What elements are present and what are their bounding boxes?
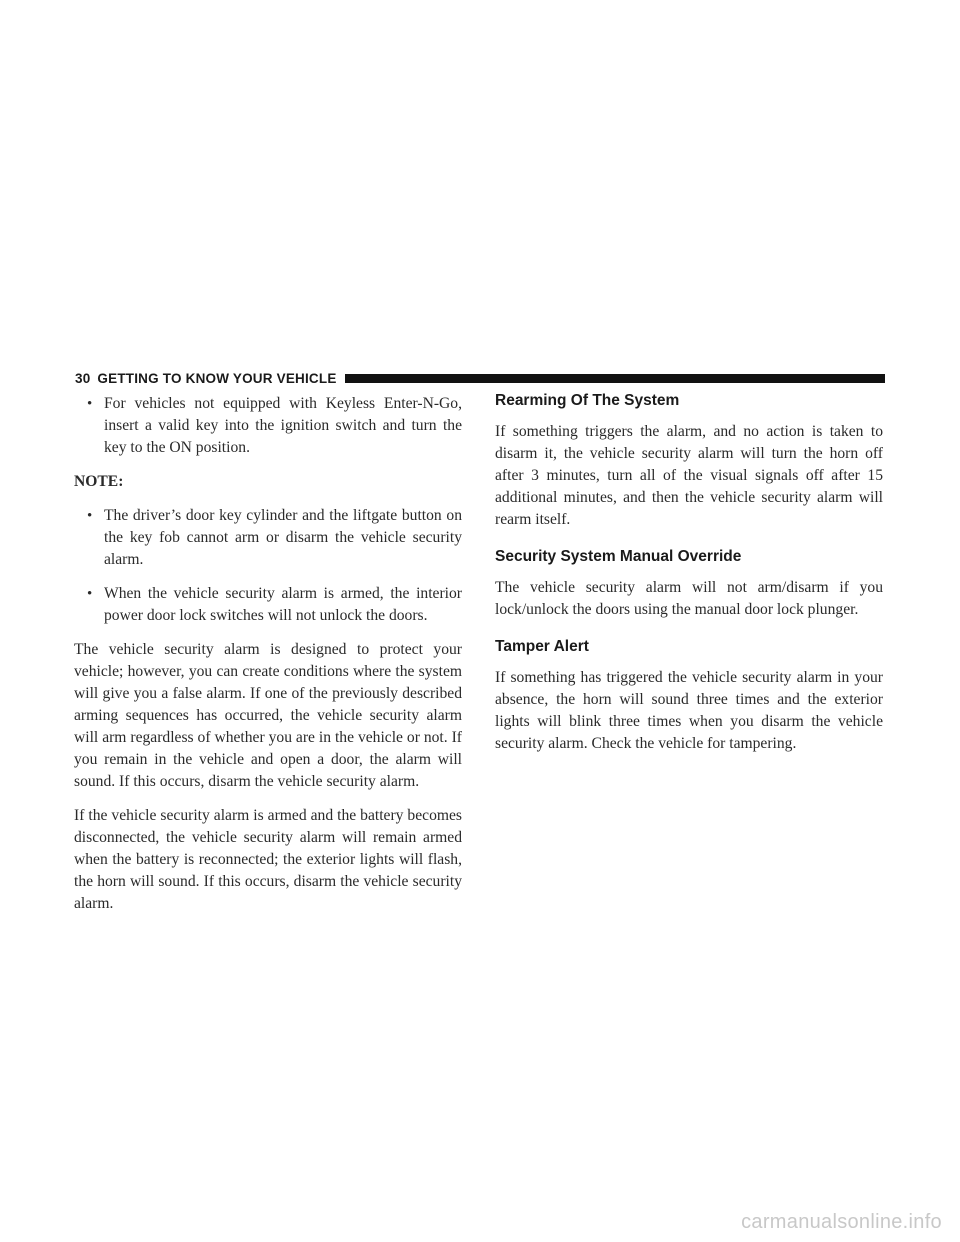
note-bullet-item bbox=[74, 583, 462, 627]
note-label: NOTE: bbox=[74, 473, 124, 490]
bullet-dot-icon: • bbox=[87, 396, 93, 412]
section-body-tamper-alert: If something has triggered the vehicle security alarm in your absence, the horn will sound three times and the exterior lights will blink three times when you disarm the vehicle security alarm. Check the vehicle for tampering. bbox=[495, 669, 883, 752]
right-column bbox=[495, 393, 883, 767]
section-body-manual-override: The vehicle security alarm will not arm/disarm if you lock/unlock the doors using the manual door lock plunger. bbox=[495, 579, 883, 618]
left-column bbox=[74, 393, 462, 927]
header-rule bbox=[345, 374, 885, 383]
section-heading-rearming: Rearming Of The System bbox=[495, 392, 680, 409]
bullet-item bbox=[74, 393, 462, 459]
watermark: carmanualsonline.info bbox=[741, 1211, 942, 1233]
note-bullet-text: When the vehicle security alarm is armed, the interior power door lock switches will not unlock the doors. bbox=[104, 585, 462, 624]
bullet-text: For vehicles not equipped with Keyless Enter-N-Go, insert a valid key into the ignition switch and turn the key to the ON position. bbox=[104, 395, 462, 456]
note-bullet-item bbox=[74, 505, 462, 571]
body-paragraph: If the vehicle security alarm is armed and the battery becomes disconnected, the vehicle security alarm will remain armed when the battery is reconnected; the exterior lights will flash, the horn will sound. If this occurs, disarm the vehicle security alarm. bbox=[74, 807, 462, 912]
page-header bbox=[75, 370, 885, 386]
page-number: 30 bbox=[75, 370, 91, 386]
body-paragraph: The vehicle security alarm is designed to protect your vehicle; however, you can create conditions where the system will give you a false alarm. If one of the previously described arming sequences has occurred, the vehicle security alarm will arm regardless of whether you are in the vehicle or not. If you remain in the vehicle and open a door, the alarm will sound. If this occurs, disarm the vehicle security alarm. bbox=[74, 641, 462, 790]
header-label bbox=[75, 371, 345, 386]
section-body-rearming: If something triggers the alarm, and no action is taken to disarm it, the vehicle security alarm will turn the horn off after 3 minutes, turn all of the visual signals off after 15 additional minutes, and then the vehicle security alarm will rearm itself. bbox=[495, 423, 883, 528]
bullet-dot-icon: • bbox=[87, 508, 93, 524]
section-heading-manual-override: Security System Manual Override bbox=[495, 548, 742, 565]
note-bullet-text: The driver’s door key cylinder and the liftgate button on the key fob cannot arm or disarm the vehicle security alarm. bbox=[104, 507, 462, 568]
section-title: GETTING TO KNOW YOUR VEHICLE bbox=[97, 370, 337, 386]
bullet-dot-icon: • bbox=[87, 586, 93, 602]
section-heading-tamper-alert: Tamper Alert bbox=[495, 638, 589, 655]
